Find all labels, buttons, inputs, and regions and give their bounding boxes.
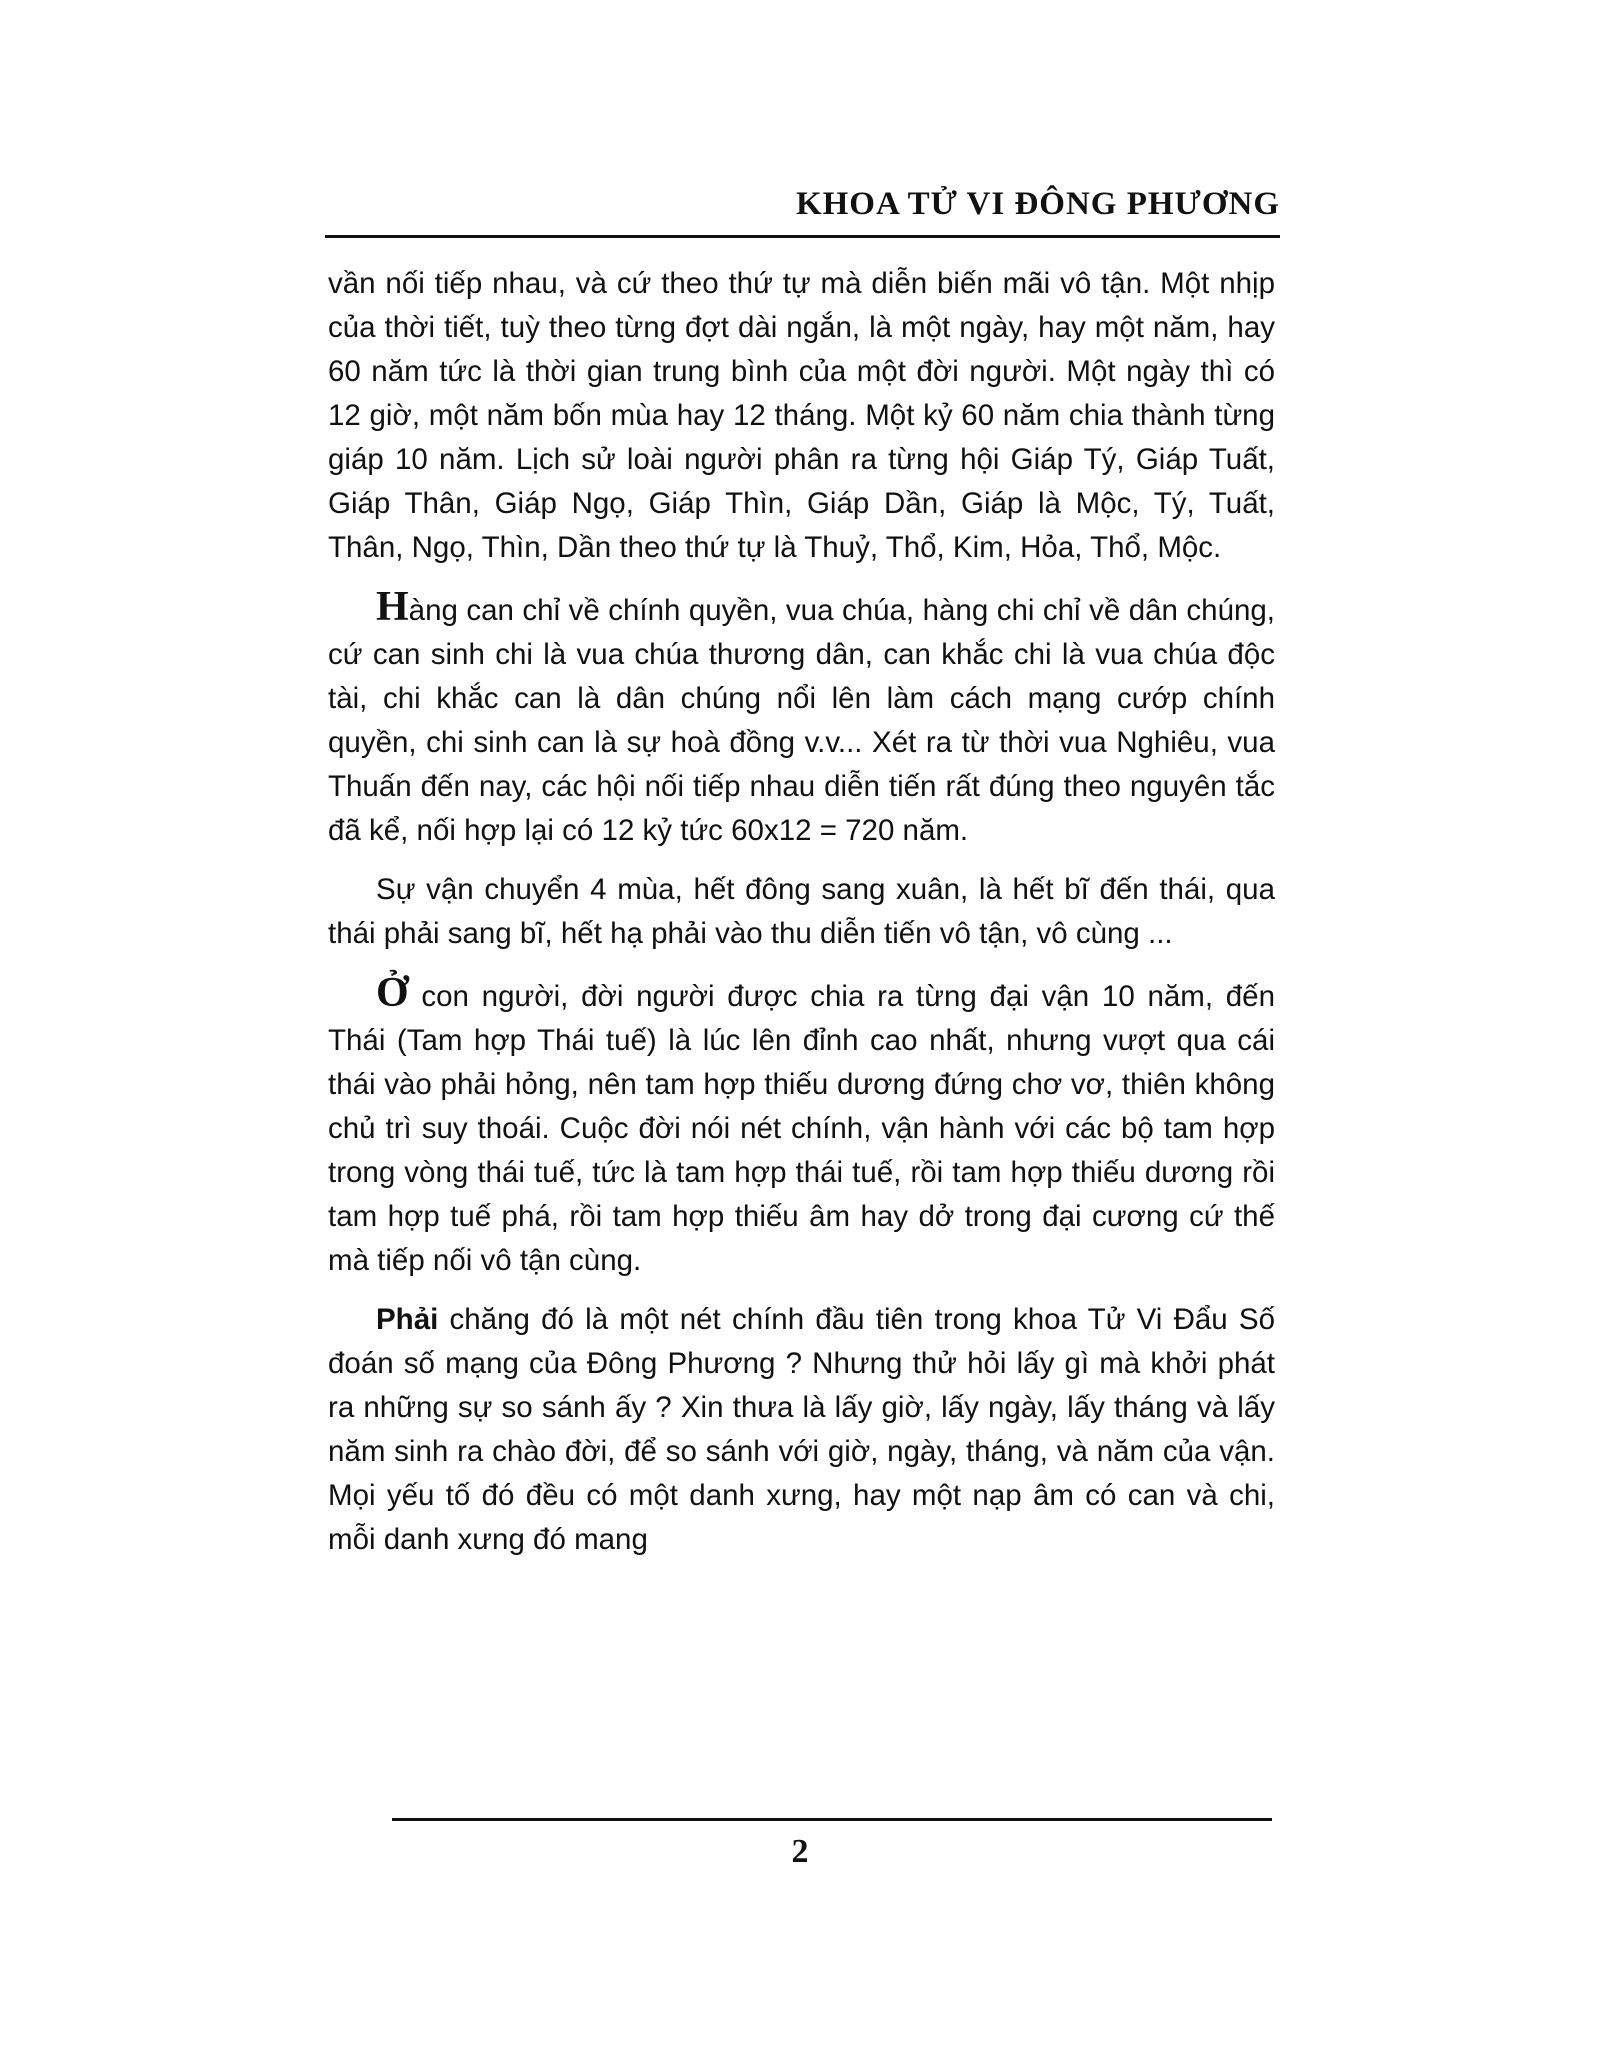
paragraph-5: [328, 1298, 1275, 1562]
paragraph-4: [328, 971, 1275, 1283]
body-text: [328, 262, 1275, 1562]
paragraph-5-text: chăng đó là một nét chính đầu tiên trong khoa Tử Vi Đẩu Số đoán số mạng của Đông Phương ? Nhưng thử hỏi lấy gì mà khởi phát ra những sự so sánh ấy ? Xin thưa là lấy giờ, lấy ngày, lấy tháng và lấy năm sinh ra chào đời, để so sánh với giờ, ngày, tháng, và năm của vận. Mọi yếu tố đó đều có một danh xưng, hay một nạp âm có can và chi, mỗi danh xưng đó mang: [328, 1303, 1275, 1556]
header-rule: [325, 235, 1280, 238]
paragraph-4-initial: Ở: [376, 970, 409, 1016]
paragraph-3-initial: S: [376, 873, 396, 906]
paragraph-2-initial: H: [376, 584, 409, 630]
paragraph-3-text: ự vận chuyển 4 mùa, hết đông sang xuân, là hết bĩ đến thái, qua thái phải sang bĩ, hết hạ phải vào thu diễn tiến vô tận, vô cùng ...: [328, 873, 1275, 950]
footer-rule: [392, 1818, 1272, 1821]
paragraph-2: [328, 585, 1275, 853]
paragraph-1: [328, 262, 1275, 570]
paragraph-3: [328, 868, 1275, 956]
running-title: KHOA TỬ VI ĐÔNG PHƯƠNG: [795, 186, 1280, 222]
paragraph-5-lead: Phải: [376, 1303, 439, 1336]
page-number: 2: [791, 1833, 809, 1870]
paragraph-4-text: con người, đời người được chia ra từng đại vận 10 năm, đến Thái (Tam hợp Thái tuế) là lúc lên đỉnh cao nhất, nhưng vượt qua cái thái vào phải hỏng, nên tam hợp thiếu dương đứng chơ vơ, thiên không chủ trì suy thoái. Cuộc đời nói nét chính, vận hành với các bộ tam hợp trong vòng thái tuế, tức là tam hợp thái tuế, rồi tam hợp thiếu dương rồi tam hợp tuế phá, rồi tam hợp thiếu âm hay dở trong đại cương cứ thế mà tiếp nối vô tận cùng.: [328, 980, 1275, 1277]
paragraph-2-text: àng can chỉ về chính quyền, vua chúa, hàng chi chỉ về dân chúng, cứ can sinh chi là vua chúa thương dân, can khắc chi là vua chúa độc tài, chi khắc can là dân chúng nổi lên làm cách mạng cướp chính quyền, chi sinh can là sự hoà đồng v.v... Xét ra từ thời vua Nghiêu, vua Thuấn đến nay, các hội nối tiếp nhau diễn tiến rất đúng theo nguyên tắc đã kể, nối hợp lại có 12 kỷ tức 60x12 = 720 năm.: [328, 594, 1275, 847]
paragraph-1-text: vần nối tiếp nhau, và cứ theo thứ tự mà diễn biến mãi vô tận. Một nhịp của thời tiết, tuỳ theo từng đợt dài ngắn, là một ngày, hay một năm, hay 60 năm tức là thời gian trung bình của một đời người. Một ngày thì có 12 giờ, một năm bốn mùa hay 12 tháng. Một kỷ 60 năm chia thành từng giáp 10 năm. Lịch sử loài người phân ra từng hội Giáp Tý, Giáp Tuất, Giáp Thân, Giáp Ngọ, Giáp Thìn, Giáp Dần, Giáp là Mộc, Tý, Tuất, Thân, Ngọ, Thìn, Dần theo thứ tự là Thuỷ, Thổ, Kim, Hỏa, Thổ, Mộc.: [328, 267, 1275, 564]
